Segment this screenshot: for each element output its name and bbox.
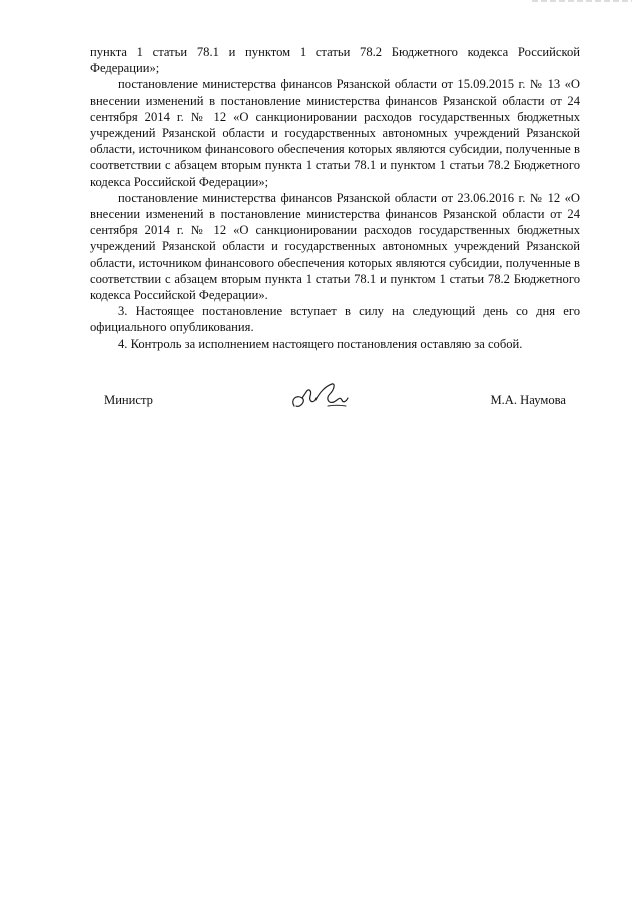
- paragraph-1: пункта 1 статьи 78.1 и пунктом 1 статьи 78.2 Бюджетного кодекса Российской Федерации»;: [90, 45, 580, 76]
- signatory-name: М.А. Наумова: [490, 393, 566, 407]
- paragraph-5: 4. Контроль за исполнением настоящего постановления оставляю за собой.: [118, 336, 523, 351]
- document-body: [90, 44, 580, 352]
- signatory-role: Министр: [104, 393, 153, 407]
- handwritten-signature: [286, 378, 356, 414]
- scan-edge-mark: [532, 0, 632, 4]
- paragraph-3: постановление министерства финансов Рязанской области от 23.06.2016 г. № 12 «О внесении изменений в постановление министерства финансов Рязанской области от 24 сентября 2014 г. № 12 «О санкционировании расходов государственных бюджетных учреждений Рязанской области и государственных автономных учреждений Рязанской области, источником финансового обеспечения которых являются субсидии, полученные в соответствии с абзацем вторым пункта 1 статьи 78.1 и пунктом 1 статьи 78.2 Бюджетного кодекса Российской Федерации».: [90, 190, 580, 303]
- paragraph-2: постановление министерства финансов Рязанской области от 15.09.2015 г. № 13 «О внесении изменений в постановление министерства финансов Рязанской области от 24 сентября 2014 г. № 12 «О санкционировании расходов государственных бюджетных учреждений Рязанской области и государственных автономных учреждений Рязанской области, источником финансового обеспечения которых являются субсидии, полученные в соответствии с абзацем вторым пункта 1 статьи 78.1 и пунктом 1 статьи 78.2 Бюджетного кодекса Российской Федерации»;: [90, 77, 580, 189]
- paragraph-4: 3. Настоящее постановление вступает в силу на следующий день со дня его официального опубликования.: [90, 304, 580, 335]
